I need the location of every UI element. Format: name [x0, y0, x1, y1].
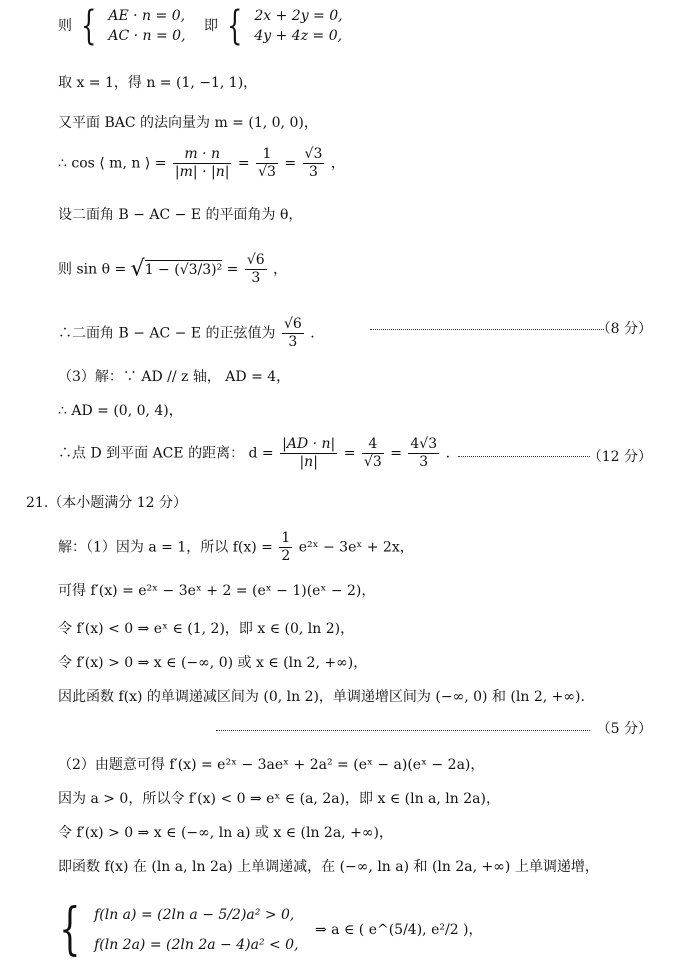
plane-normal-line: 又平面 BAC 的法向量为 m = (1, 0, 0)，: [58, 115, 318, 131]
radical-sign: √: [130, 256, 145, 282]
line-end: .: [445, 445, 451, 462]
line-end: ，: [330, 155, 345, 172]
sine-line: [58, 252, 287, 287]
result-prefix: ∴二面角 B − AC − E 的正弦值为: [58, 325, 276, 342]
distance-denominator: |n|: [299, 454, 318, 470]
left-brace: {: [81, 3, 97, 49]
part-three-line: （3）解：∵ AD // z 轴， AD = 4，: [58, 369, 291, 385]
fraction-three: [303, 146, 325, 181]
half-numerator: 1: [281, 530, 291, 546]
increasing-condition-line: 令 f′(x) > 0 ⇒ x ∈ (−∞, 0) 或 x ∈ (ln 2, +∞)，: [58, 655, 368, 671]
result-numerator: √6: [283, 316, 302, 332]
sin-prefix: 则 sin θ =: [58, 261, 127, 278]
equation-ac: AC · n = 0,: [108, 28, 186, 44]
implies-text: ⇒ a ∈: [315, 922, 355, 938]
result-denominator: 3: [288, 334, 298, 350]
score-8: （8 分）: [596, 321, 652, 337]
equation-1: 2x + 2y = 0,: [254, 8, 343, 24]
equals-two: =: [390, 445, 402, 462]
cos-numerator: m · n: [173, 146, 232, 164]
denominator-three: 3: [309, 164, 318, 180]
cos-prefix: ∴ cos ⟨ m, n ⟩ =: [58, 155, 167, 172]
sin-denominator: 3: [251, 270, 261, 286]
cos-denominator: |m| · |n|: [174, 164, 230, 180]
fraction-two: [256, 146, 278, 181]
prefix-text: 则: [58, 18, 72, 34]
score-12: （12 分）: [587, 449, 652, 465]
part-two-monotonic-line: 即函数 f(x) 在 (ln a, ln 2a) 上单调递减，在 (−∞, ln a) 和 (ln 2a, +∞) 上单调递增，: [58, 859, 599, 875]
score-5: （5 分）: [596, 721, 652, 737]
sin-fraction: [245, 252, 267, 287]
monotonic-interval-line: 因此函数 f(x) 的单调递减区间为 (0, ln 2)，单调递增区间为 (−∞, 0) 和 (ln 2, +∞).: [58, 689, 585, 705]
denominator-two: √3: [258, 164, 276, 180]
equals: =: [237, 155, 250, 172]
numerator-three: 4√3: [410, 436, 438, 452]
cosine-line: [58, 146, 345, 181]
part-one-line: [58, 530, 414, 565]
denominator-two: √3: [363, 454, 382, 470]
derivative-line: 可得 f′(x) = e²ˣ − 3eˣ + 2 = (eˣ − 1)(eˣ − 2)，: [58, 583, 376, 599]
condition-system-line: [58, 3, 343, 49]
dotted-leader: [370, 329, 604, 330]
part-two-decreasing-line: 因为 a > 0，所以令 f′(x) < 0 ⇒ eˣ ∈ (a, 2a)，即 x ∈ (ln a, ln 2a)，: [58, 791, 500, 807]
decreasing-condition-line: 令 f′(x) < 0 ⇒ eˣ ∈ (1, 2)，即 x ∈ (0, ln 2)，: [58, 621, 355, 637]
sin-numerator: √6: [246, 252, 265, 268]
equation-ae: AE · n = 0,: [108, 8, 186, 24]
half-denominator: 2: [281, 548, 291, 564]
cos-fraction: [173, 146, 232, 181]
fraction-three: [408, 436, 439, 471]
linear-equations: [254, 6, 342, 46]
solution-interval: ( e^(5/4), e²/2 )，: [358, 922, 483, 938]
equation-2: 4y + 4z = 0,: [254, 28, 343, 44]
dotted-leader: [458, 456, 590, 457]
mid-text: 即: [204, 18, 218, 34]
dihedral-angle-line: 设二面角 B − AC − E 的平面角为 θ，: [58, 207, 303, 223]
left-brace-2: {: [227, 3, 243, 49]
equals: =: [343, 445, 356, 462]
distance-numerator: |AD · n|: [282, 436, 336, 452]
distance-fraction: [280, 436, 337, 471]
numerator-three: √3: [304, 146, 323, 162]
distance-prefix: ∴点 D 到平面 ACE 的距离： d =: [58, 445, 274, 462]
part-one-rest: e²ˣ − 3eˣ + 2x，: [298, 539, 414, 556]
denominator-three: 3: [419, 454, 429, 470]
half-fraction: [279, 530, 292, 565]
inequality-two: f(ln 2a) = (2ln 2a − 4)a² < 0,: [94, 937, 299, 953]
part-one-prefix: 解：（1）因为 a = 1，所以 f(x) =: [58, 539, 273, 556]
radicand: 1 − (√3/3)²: [144, 261, 223, 278]
fraction-two: [362, 436, 384, 471]
line-end: ，: [273, 261, 288, 278]
normal-vector-line: 取 x = 1，得 n = (1, −1, 1)，: [58, 75, 258, 91]
dotted-leader: [216, 730, 590, 731]
inequality-system: [94, 900, 298, 960]
vector-ad-line: ∴ AD = (0, 0, 4)，: [58, 403, 183, 419]
inequality-one: f(ln a) = (2ln a − 5/2)a² > 0,: [94, 907, 295, 923]
left-brace: {: [59, 897, 81, 962]
part-two-derivative-line: （2）由题意可得 f′(x) = e²ˣ − 3aeˣ + 2a² = (eˣ − a)(eˣ − 2a)，: [58, 757, 485, 773]
final-system-line: [52, 897, 483, 962]
question-21-title: 21.（本小题满分 12 分）: [26, 495, 187, 511]
numerator-two: 4: [362, 436, 384, 454]
distance-line: [58, 436, 450, 471]
line-end: .: [310, 325, 315, 342]
numerator-two: 1: [256, 146, 278, 164]
part-two-increasing-line: 令 f′(x) > 0 ⇒ x ∈ (−∞, ln a) 或 x ∈ (ln 2a, +∞)，: [58, 825, 393, 841]
sine-result-line: [58, 316, 315, 351]
result-fraction: [282, 316, 304, 351]
equals: =: [226, 261, 239, 278]
equals-two: =: [284, 155, 297, 172]
vector-equations: [108, 6, 185, 46]
